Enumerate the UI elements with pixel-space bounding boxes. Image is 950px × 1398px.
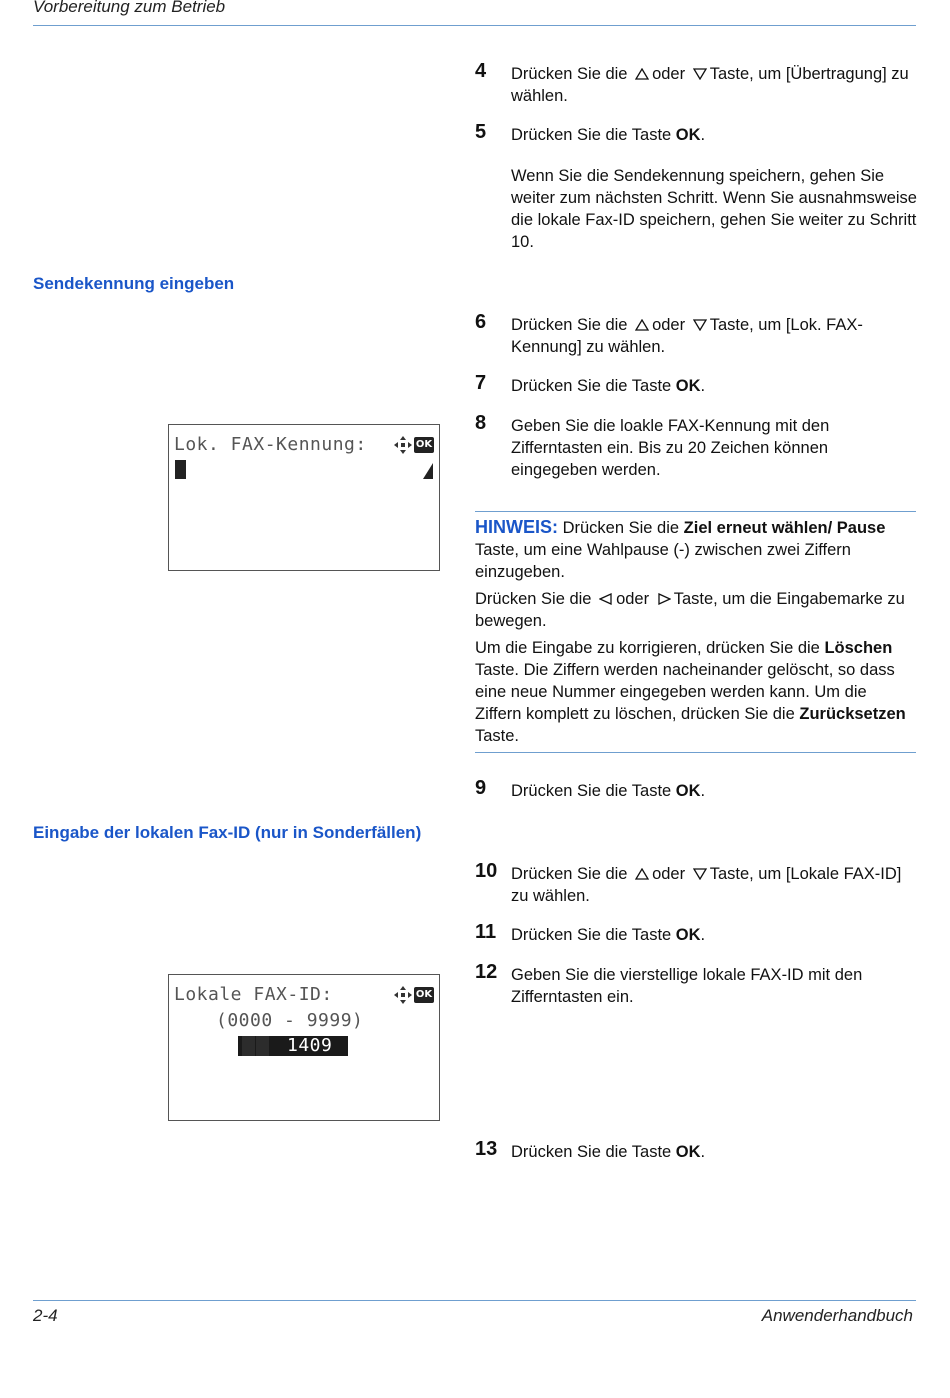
step-number: 6 bbox=[475, 311, 487, 333]
down-arrow-icon bbox=[693, 319, 707, 331]
step-13: 13 Drücken Sie die Taste OK. bbox=[475, 1138, 706, 1161]
down-arrow-icon bbox=[693, 68, 707, 80]
step-number: 11 bbox=[475, 921, 497, 943]
nav-cross-icon bbox=[393, 985, 413, 1005]
left-arrow-icon bbox=[599, 593, 613, 605]
step-number: 9 bbox=[475, 777, 487, 799]
running-header: Vorbereitung zum Betrieb bbox=[33, 0, 226, 16]
footer-title: Anwenderhandbuch bbox=[761, 1306, 913, 1325]
step-7: 7 Drücken Sie die Taste OK. bbox=[475, 372, 706, 395]
up-arrow-icon bbox=[635, 68, 649, 80]
step-5: 5 Drücken Sie die Taste OK. bbox=[475, 121, 706, 144]
section-heading-sendekennung: Sendekennung eingeben bbox=[33, 274, 235, 293]
lcd-value: 1409 bbox=[287, 1035, 333, 1056]
lcd-value-field bbox=[238, 1036, 348, 1056]
lcd-line-1: Lokale FAX-ID: bbox=[174, 984, 333, 1005]
down-arrow-icon bbox=[693, 868, 707, 880]
note-rule-top bbox=[475, 511, 916, 512]
step-number: 4 bbox=[475, 60, 487, 82]
note-rule-bottom bbox=[475, 752, 916, 753]
lcd-line-2: (0000 - 9999) bbox=[216, 1010, 364, 1031]
note-label: HINWEIS: bbox=[475, 517, 558, 537]
step-5-paragraph: Wenn Sie die Sendekennung speichern, gehen Sie weiter zum nächsten Schritt. Wenn Sie ausnahmsweise die lokale Fax-ID speichern, gehen Sie weiter zu Schritt 10. bbox=[511, 167, 917, 251]
step-9: 9 Drücken Sie die Taste OK. bbox=[475, 777, 706, 800]
lcd-display-fax-kennung bbox=[168, 424, 440, 571]
step-number: 12 bbox=[475, 961, 498, 983]
up-arrow-icon bbox=[635, 319, 649, 331]
step-12: 12 Geben Sie die vierstellige lokale FAX-ID mit den Zifferntasten ein. bbox=[475, 961, 863, 1006]
up-arrow-icon bbox=[635, 868, 649, 880]
step-number: 10 bbox=[475, 860, 498, 882]
step-4: 4 Drücken Sie die oder Taste, um [Übertragung] zu wählen. bbox=[475, 60, 909, 105]
note-box: HINWEIS: Drücken Sie die Ziel erneut wählen/ Pause Taste, um eine Wahlpause (-) zwischen zwei Ziffern einzugeben. Drücken Sie die oder Taste, um die Eingabemarke zu bewegen. Um die Eingabe zu korrigieren, drücken Sie die Löschen Taste. Die Ziffern werden nacheinander gelöscht, so dass eine neue Nummer eingegeben werden kann. Um die Ziffern komplett zu löschen, drücken Sie die Zurücksetzen Taste. bbox=[475, 517, 906, 745]
input-mode-indicator-icon bbox=[423, 463, 433, 479]
footer-rule bbox=[33, 1300, 916, 1301]
step-6: 6 Drücken Sie die oder Taste, um [Lok. FAX-Kennung] zu wählen. bbox=[475, 311, 863, 356]
lcd-line-1: Lok. FAX-Kennung: bbox=[174, 434, 367, 455]
step-number: 7 bbox=[475, 372, 487, 394]
ok-key-icon: OK bbox=[414, 987, 434, 1003]
header-rule bbox=[33, 25, 916, 26]
nav-cross-icon bbox=[393, 435, 413, 455]
right-arrow-icon bbox=[657, 593, 671, 605]
step-number: 5 bbox=[475, 121, 487, 143]
step-11: 11 Drücken Sie die Taste OK. bbox=[475, 921, 706, 944]
step-number: 8 bbox=[475, 412, 487, 434]
step-number: 13 bbox=[475, 1138, 498, 1160]
section-heading-fax-id: Eingabe der lokalen Fax-ID (nur in Sonderfällen) bbox=[33, 823, 422, 842]
ok-key-icon: OK bbox=[414, 437, 434, 453]
lcd-display-fax-id bbox=[168, 974, 440, 1121]
step-10: 10 Drücken Sie die oder Taste, um [Lokale FAX-ID] zu wählen. bbox=[475, 860, 902, 905]
page-number: 2-4 bbox=[33, 1306, 58, 1325]
cursor-block bbox=[175, 460, 186, 479]
step-8: 8 Geben Sie die loakle FAX-Kennung mit den Zifferntasten ein. Bis zu 20 Zeichen können eingegeben werden. bbox=[475, 412, 830, 479]
